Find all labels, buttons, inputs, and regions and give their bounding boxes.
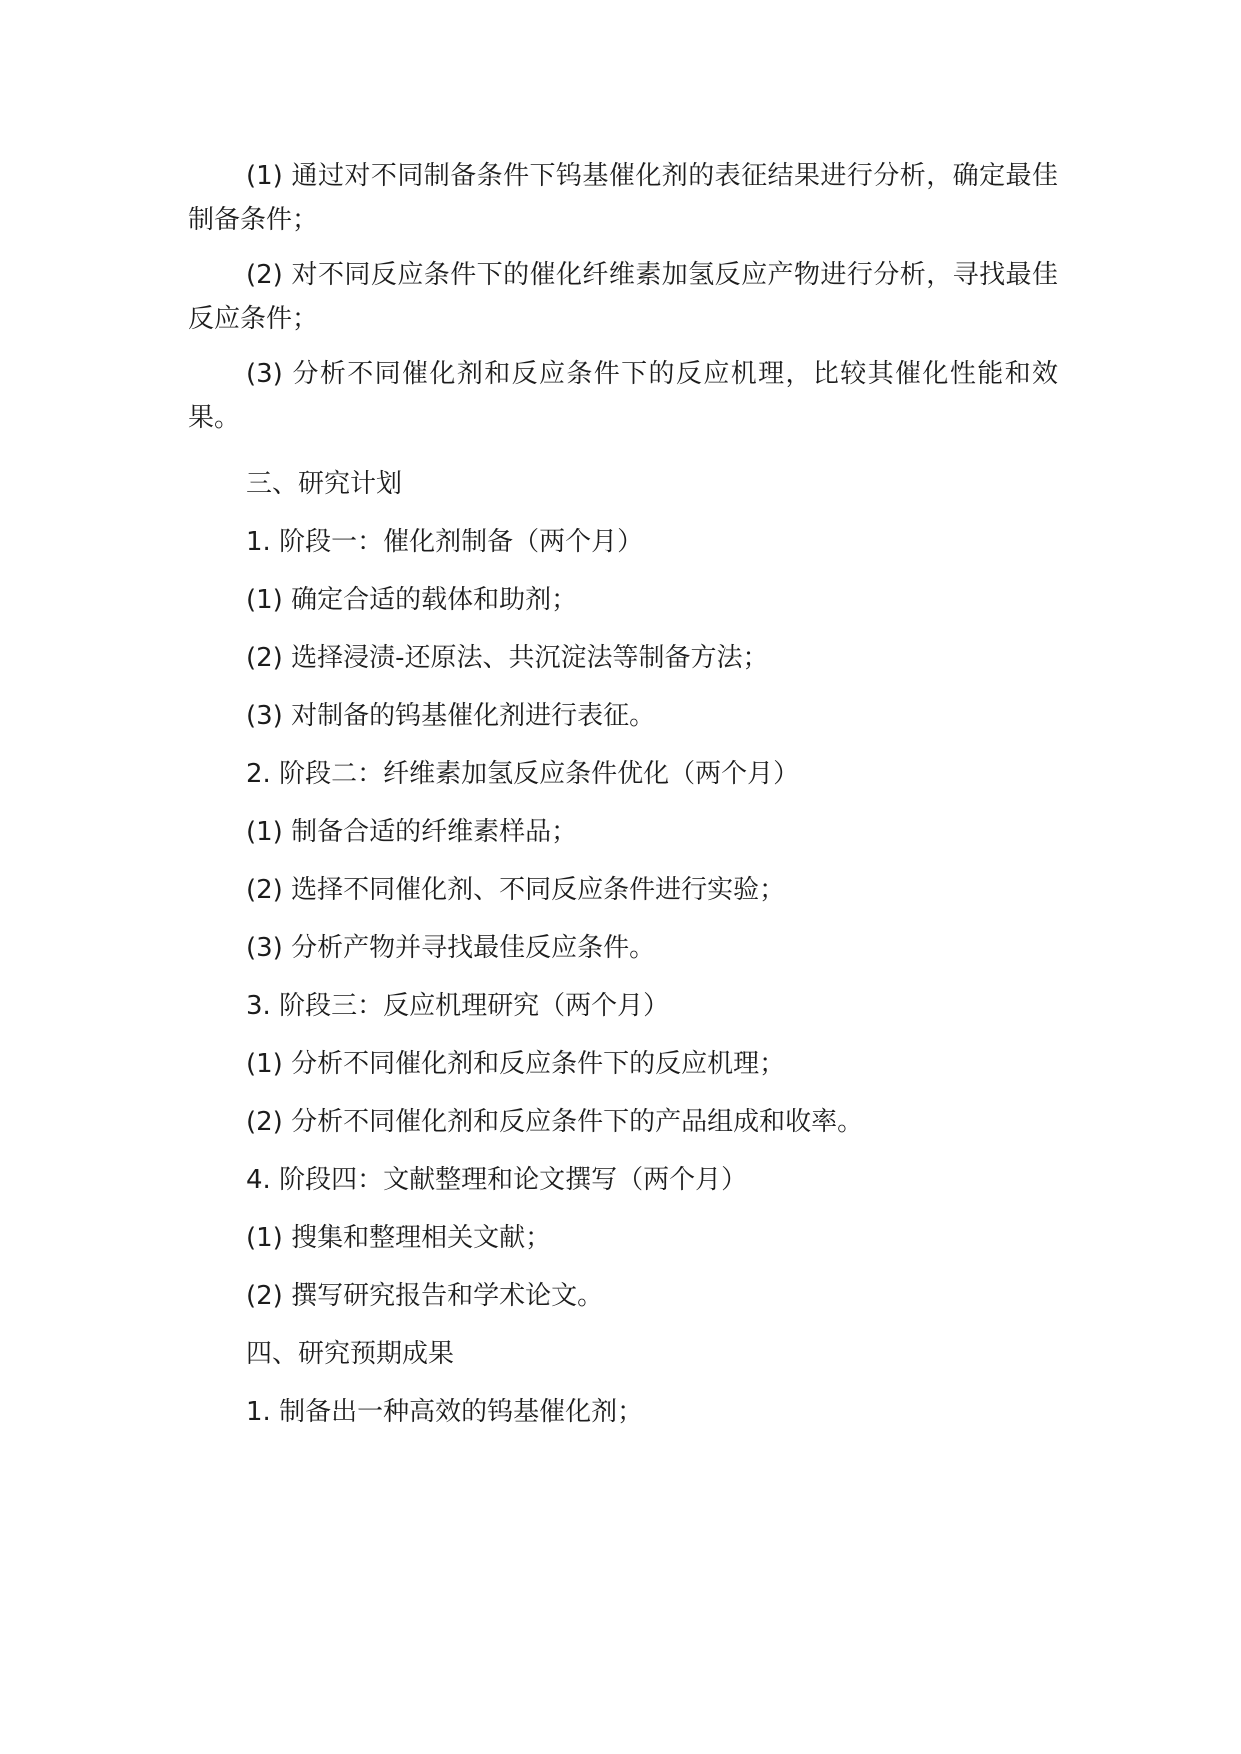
stage-1-item-1: (1) 确定合适的载体和助剂； (246, 585, 578, 615)
stage-4-item-1: (1) 搜集和整理相关文献； (246, 1223, 552, 1253)
paragraph-analysis-1: (1) 通过对不同制备条件下钨基催化剂的表征结果进行分析，确定最佳制备条件； (188, 161, 1058, 235)
stage-2-item-2: (2) 选择不同催化剂、不同反应条件进行实验； (246, 875, 786, 905)
stage-2-heading: 2. 阶段二：纤维素加氢反应条件优化（两个月） (246, 759, 800, 789)
expected-result-1: 1. 制备出一种高效的钨基催化剂； (246, 1397, 644, 1427)
stage-3-item-1: (1) 分析不同催化剂和反应条件下的反应机理； (246, 1049, 786, 1079)
stage-1-item-3: (3) 对制备的钨基催化剂进行表征。 (246, 701, 656, 731)
stage-2-item-1: (1) 制备合适的纤维素样品； (246, 817, 578, 847)
stage-4-item-2: (2) 撰写研究报告和学术论文。 (246, 1281, 604, 1311)
paragraph-analysis-2: (2) 对不同反应条件下的催化纤维素加氢反应产物进行分析，寻找最佳反应条件； (188, 260, 1058, 334)
section-heading-research-plan: 三、研究计划 (246, 469, 403, 499)
stage-1-item-2: (2) 选择浸渍-还原法、共沉淀法等制备方法； (246, 643, 769, 673)
stage-4-heading: 4. 阶段四：文献整理和论文撰写（两个月） (246, 1165, 748, 1195)
section-heading-expected-results: 四、研究预期成果 (246, 1339, 455, 1369)
paragraph-analysis-3: (3) 分析不同催化剂和反应条件下的反应机理，比较其催化性能和效果。 (188, 359, 1058, 433)
stage-1-heading: 1. 阶段一：催化剂制备（两个月） (246, 527, 644, 557)
stage-2-item-3: (3) 分析产物并寻找最佳反应条件。 (246, 933, 656, 963)
stage-3-item-2: (2) 分析不同催化剂和反应条件下的产品组成和收率。 (246, 1107, 864, 1137)
stage-3-heading: 3. 阶段三：反应机理研究（两个月） (246, 991, 670, 1021)
